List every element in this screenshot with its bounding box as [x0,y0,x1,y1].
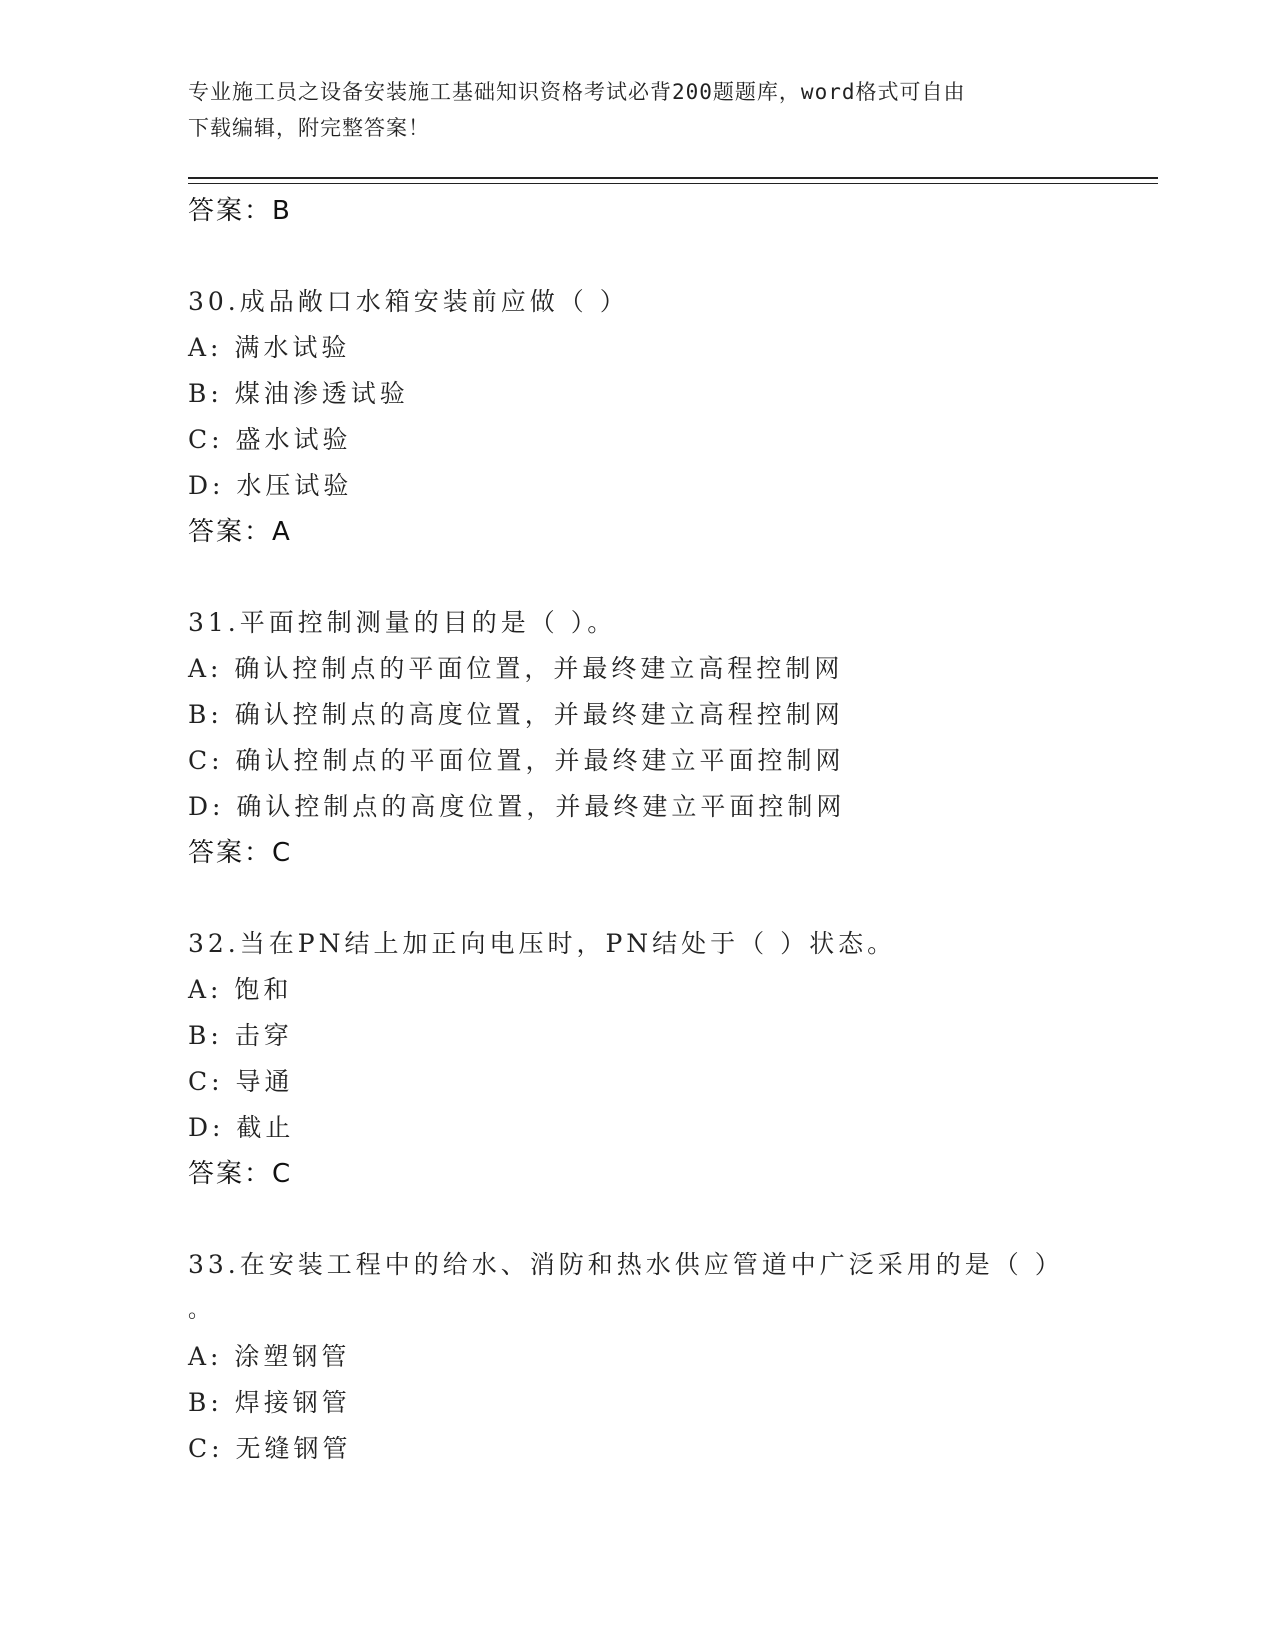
question-32 [188,921,1158,1197]
option-a: A: 满水试验 [188,333,351,362]
question-30 [188,279,1158,555]
option-c: C: 无缝钢管 [188,1434,352,1463]
question-stem: 33.在安装工程中的给水、消防和热水供应管道中广泛采用的是（ ） [188,1250,1064,1279]
question-31 [188,600,1158,876]
header-line-2: 下载编辑，附完整答案！ [188,116,430,140]
question-stem-continuation: 。 [188,1298,211,1323]
spacer [188,876,1158,921]
spacer [188,234,1158,279]
option-d: D: 水压试验 [188,471,353,500]
option-a: A: 确认控制点的平面位置，并最终建立高程控制网 [188,654,844,683]
question-stem: 30.成品敞口水箱安装前应做（ ） [188,287,629,316]
option-b: B: 煤油渗透试验 [188,379,409,408]
option-d: D: 确认控制点的高度位置，并最终建立平面控制网 [188,792,846,821]
option-b: B: 确认控制点的高度位置，并最终建立高程控制网 [188,700,844,729]
header-divider-thick [188,177,1158,179]
previous-answer: 答案：B [188,196,292,226]
header-line-1: 专业施工员之设备安装施工基础知识资格考试必背200题题库，word格式可自由 [188,80,966,104]
option-a: A: 涂塑钢管 [188,1342,351,1371]
option-b: B: 击穿 [188,1021,293,1050]
option-c: C: 导通 [188,1067,294,1096]
option-c: C: 盛水试验 [188,425,352,454]
question-stem: 32.当在PN结上加正向电压时，PN结处于（ ）状态。 [188,929,897,958]
option-d: D: 截止 [188,1113,295,1142]
answer: 答案：C [188,838,293,868]
answer: 答案：A [188,517,292,547]
option-b: B: 焊接钢管 [188,1388,351,1417]
question-33 [188,1242,1158,1472]
header-divider-thin [188,183,1158,184]
spacer [188,555,1158,600]
question-list [188,188,1158,1472]
option-a: A: 饱和 [188,975,293,1004]
spacer [188,1197,1158,1242]
answer: 答案：C [188,1159,293,1189]
option-c: C: 确认控制点的平面位置，并最终建立平面控制网 [188,746,845,775]
document-header [188,74,1068,146]
question-stem: 31.平面控制测量的目的是（ ）。 [188,608,617,637]
